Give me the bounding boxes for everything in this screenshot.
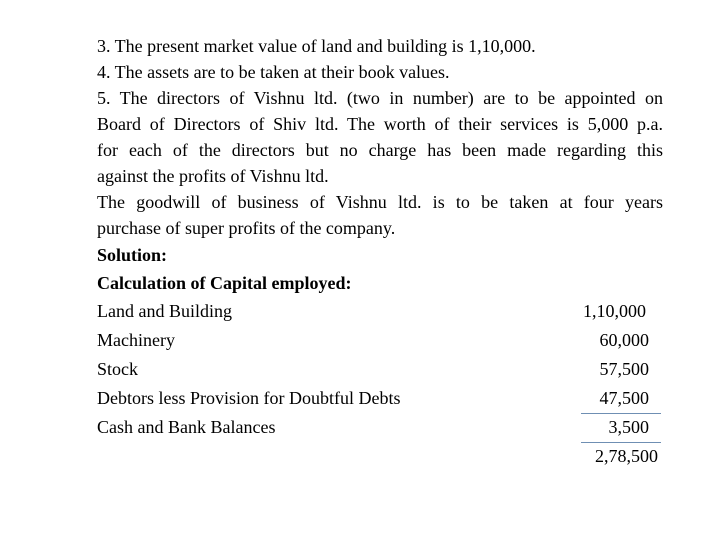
paragraph-point-4: 4. The assets are to be taken at their book values.	[97, 62, 450, 82]
solution-heading: Solution:	[97, 245, 168, 265]
paragraph-point-5-line-3: for each of the directors but no charge has been made regarding this	[97, 140, 663, 160]
capital-employed-table	[97, 297, 663, 471]
paragraph-point-5-line-4: against the profits of Vishnu ltd.	[97, 166, 329, 186]
table-row	[97, 413, 663, 442]
item-amount: 47,500	[599, 388, 649, 408]
paragraph-goodwill-line-1: The goodwill of business of Vishnu ltd. is to be taken at four years	[97, 192, 663, 212]
paragraph-point-5-line-1: 5. The directors of Vishnu ltd. (two in number) are to be appointed on	[97, 88, 663, 108]
item-label: Stock	[97, 359, 139, 379]
total-amount: 2,78,500	[595, 446, 658, 466]
item-label: Machinery	[97, 330, 175, 350]
table-row	[97, 326, 663, 355]
document-page	[97, 33, 663, 471]
item-label: Land and Building	[97, 301, 232, 321]
item-amount: 60,000	[599, 330, 649, 350]
table-row	[97, 297, 663, 326]
calculation-heading: Calculation of Capital employed:	[97, 273, 352, 293]
paragraph-point-5-line-2: Board of Directors of Shiv ltd. The worth of their services is 5,000 p.a.	[97, 114, 663, 134]
item-amount: 3,500	[608, 417, 649, 437]
item-amount: 57,500	[599, 359, 649, 379]
item-label: Debtors less Provision for Doubtful Debts	[97, 388, 401, 408]
table-row	[97, 384, 663, 413]
item-label: Cash and Bank Balances	[97, 417, 276, 437]
paragraph-point-3: 3. The present market value of land and building is 1,10,000.	[97, 36, 536, 56]
total-row	[97, 442, 663, 471]
table-row	[97, 355, 663, 384]
paragraph-goodwill-line-2: purchase of super profits of the company.	[97, 218, 396, 238]
item-amount: 1,10,000	[583, 301, 646, 321]
